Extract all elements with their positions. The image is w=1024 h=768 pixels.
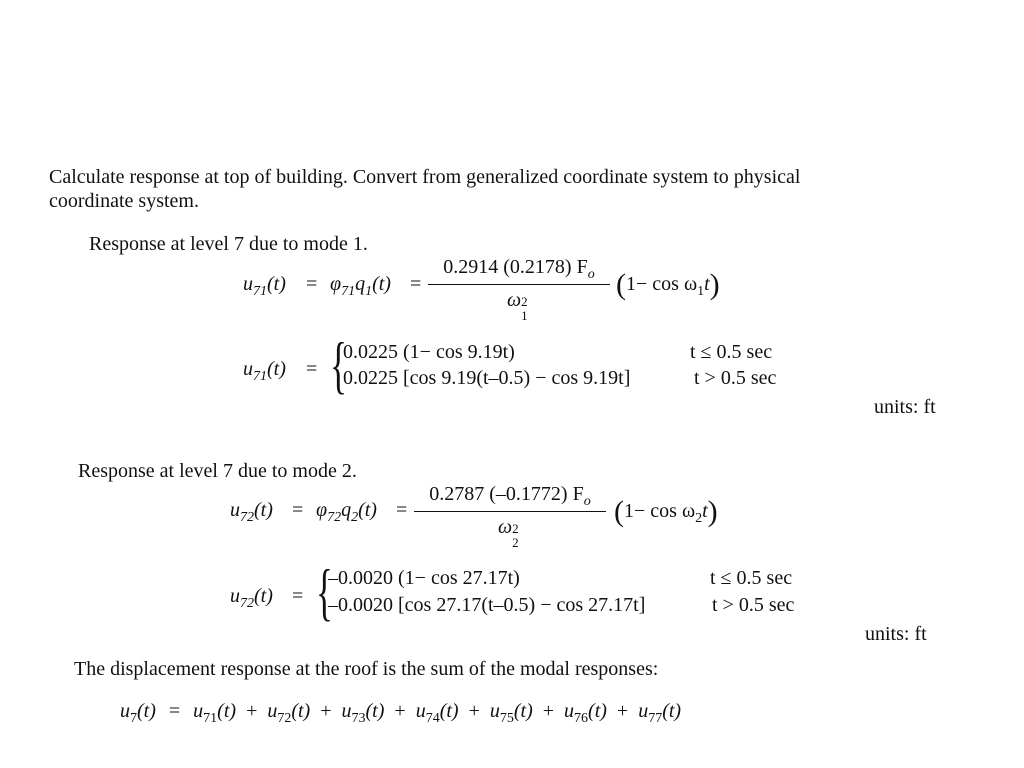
mode1-piece-1-expr: 0.0225 (1− cos 9.19t) <box>343 341 515 363</box>
summary-term: $u_{75}(t)$ <box>489 700 533 726</box>
summary-plus-sign: + <box>468 700 480 722</box>
summary-term: $u_{72}(t)$ <box>267 700 311 726</box>
summary-term: $u_{76}(t)$ <box>564 700 607 726</box>
mode2-factor: $(1- \cos \omega_2t)$ <box>614 495 718 528</box>
mode1-equals-2: = <box>410 273 422 295</box>
mode2-piecewise-lhs: $u_{72}(t)$ <box>230 585 273 611</box>
mode2-equals-2: = <box>396 499 408 521</box>
mode2-piecewise-equals: = <box>292 585 304 607</box>
mode1-piece-2-expr: 0.0225 [cos 9.19(t–0.5) − cos 9.19t] <box>343 367 631 389</box>
mode2-piece-2-expr: –0.0020 [cos 27.17(t–0.5) − cos 27.17t] <box>328 594 646 616</box>
mode2-brace: { <box>316 556 333 627</box>
summary-plus-sign: + <box>542 700 555 722</box>
mode1-piecewise-lhs: $u_{71}(t)$ <box>243 358 286 384</box>
mode1-lhs: $u_{71}(t)$ <box>243 273 286 299</box>
mode1-units: units: ft <box>874 396 936 418</box>
mode2-fraction-bar <box>414 511 606 512</box>
intro-line-2: coordinate system. <box>49 190 199 212</box>
mode2-phi-q: $\varphi_{72}q_2(t)$ <box>316 499 377 525</box>
mode2-heading: Response at level 7 due to mode 2. <box>78 460 357 482</box>
mode1-factor: $(1- \cos \omega_1t)$ <box>616 268 720 301</box>
mode1-piecewise-equals: = <box>306 358 318 380</box>
summary-term: $u_{73}(t)$ <box>341 700 385 726</box>
mode2-piece-1-expr: –0.0020 (1− cos 27.17t) <box>328 567 520 589</box>
mode2-piece-2-cond: t > 0.5 sec <box>712 594 795 616</box>
summary-plus-sign: + <box>320 700 332 722</box>
summary-term: $u_{71}(t)$ <box>193 700 237 726</box>
mode2-denominator: ω 2 2 <box>497 516 519 550</box>
mode1-fraction-bar <box>428 284 610 285</box>
mode1-heading: Response at level 7 due to mode 1. <box>89 233 368 255</box>
mode2-piece-1-cond: t ≤ 0.5 sec <box>710 567 793 589</box>
mode1-piece-2-cond: t > 0.5 sec <box>694 367 777 389</box>
mode2-units: units: ft <box>865 623 927 645</box>
mode2-lhs: $u_{72}(t)$ <box>230 499 273 525</box>
mode1-denominator: ω 2 1 <box>506 289 528 323</box>
summary-terms <box>193 700 682 726</box>
mode1-brace: { <box>330 329 347 400</box>
summary-equals: = <box>168 700 181 722</box>
intro-line-1: Calculate response at top of building. Convert from generalized coordinate system to physical <box>49 166 801 188</box>
summary-equation <box>120 700 682 726</box>
mode1-piece-1-cond: t ≤ 0.5 sec <box>690 341 773 363</box>
mode1-phi-q: $\varphi_{71}q_1(t)$ <box>330 273 391 299</box>
summary-plus-sign: + <box>246 700 258 722</box>
summary-plus-sign: + <box>616 700 629 722</box>
summary-term: $u_{77}(t)$ <box>638 700 682 726</box>
mode1-equals: = <box>306 273 318 295</box>
summary-lhs: $u_7(t)$ <box>120 700 156 726</box>
summary-plus-sign: + <box>394 700 406 722</box>
mode1-numerator: 0.2914 (0.2178) $F_o$ <box>443 256 595 282</box>
mode2-numerator: 0.2787 (–0.1772) $F_o$ <box>429 483 591 509</box>
summary-text: The displacement response at the roof is the sum of the modal responses: <box>74 658 659 680</box>
mode2-equals: = <box>292 499 304 521</box>
summary-term: $u_{74}(t)$ <box>415 700 459 726</box>
